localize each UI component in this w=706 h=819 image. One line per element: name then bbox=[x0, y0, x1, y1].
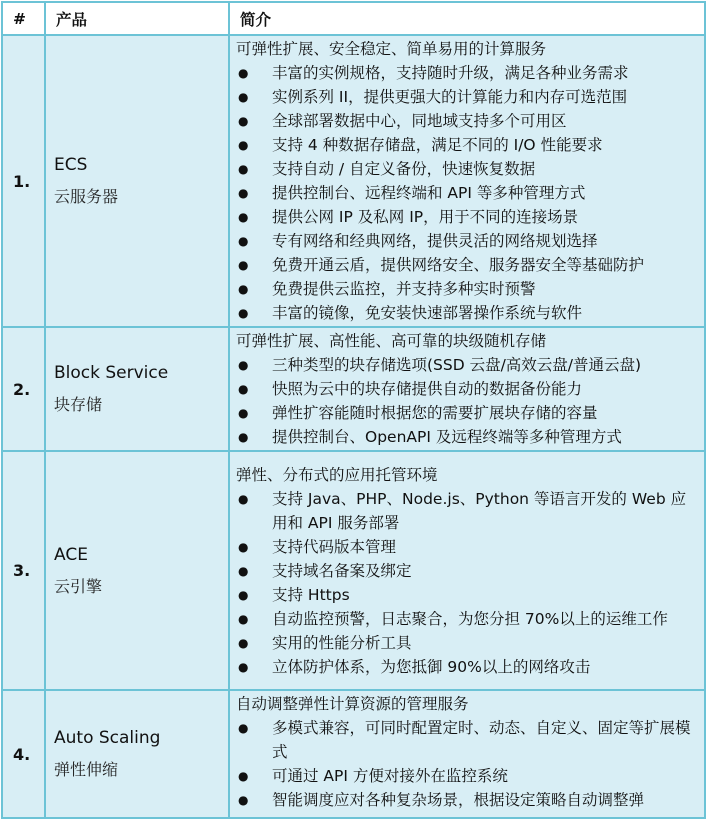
list-item: ● 提供公网 IP 及私网 IP，用于不同的连接场景 bbox=[236, 205, 698, 229]
list-item: ● 三种类型的块存储选项(SSD 云盘/高效云盘/普通云盘) bbox=[236, 353, 698, 377]
product-name-en: ACE bbox=[54, 544, 88, 565]
product-table bbox=[1, 1, 706, 819]
bullet-icon: ● bbox=[238, 430, 249, 444]
list-item: ● 实例系列 II，提供更强大的计算能力和内存可选范围 bbox=[236, 85, 698, 109]
list-item: ● 提供控制台、远程终端和 API 等多种管理方式 bbox=[236, 181, 698, 205]
list-item: ● 支持 Https bbox=[236, 583, 698, 607]
list-item: ● 免费开通云盾，提供网络安全、服务器安全等基础防护 bbox=[236, 253, 698, 277]
list-item: ● 免费提供云监控，并支持多种实时预警 bbox=[236, 277, 698, 301]
product-cell bbox=[45, 690, 229, 818]
bullet-icon: ● bbox=[238, 66, 249, 80]
list-item: ● 立体防护体系，为您抵御 90%以上的网络攻击 bbox=[236, 655, 698, 679]
list-item: ● 支持 4 种数据存储盘，满足不同的 I/O 性能要求 bbox=[236, 133, 698, 157]
bullet-icon: ● bbox=[238, 282, 249, 296]
bullet-icon: ● bbox=[238, 659, 249, 674]
feature-list bbox=[236, 353, 698, 449]
header-num: # bbox=[2, 2, 45, 35]
table-row bbox=[2, 35, 705, 327]
product-name-en: Auto Scaling bbox=[54, 728, 161, 748]
product-cell bbox=[45, 327, 229, 451]
list-item: ● 智能调度应对各种复杂场景，根据设定策略自动调整弹 bbox=[236, 788, 698, 812]
intro-cell bbox=[229, 35, 705, 327]
header-intro: 简介 bbox=[229, 2, 705, 35]
feature-list bbox=[236, 61, 698, 325]
row-number: 4. bbox=[2, 690, 45, 818]
intro-cell bbox=[229, 327, 705, 451]
intro-cell bbox=[229, 690, 705, 818]
feature-list bbox=[236, 487, 698, 679]
list-item: ● 弹性扩容能随时根据您的需要扩展块存储的容量 bbox=[236, 401, 698, 425]
bullet-icon: ● bbox=[238, 611, 249, 626]
row-number: 2. bbox=[2, 327, 45, 451]
intro-summary: 自动调整弹性计算资源的管理服务 bbox=[236, 695, 469, 713]
list-item: ● 支持 Java、PHP、Node.js、Python 等语言开发的 Web 应用和 API 服务部署 bbox=[236, 487, 698, 535]
product-cell bbox=[45, 35, 229, 327]
bullet-icon: ● bbox=[238, 114, 249, 128]
product-name-cn: 块存储 bbox=[54, 395, 103, 414]
product-name-cn: 弹性伸缩 bbox=[54, 760, 119, 779]
bullet-icon: ● bbox=[238, 162, 249, 176]
bullet-icon: ● bbox=[238, 138, 249, 152]
product-cell bbox=[45, 451, 229, 690]
list-item: ● 全球部署数据中心，同地域支持多个可用区 bbox=[236, 109, 698, 133]
intro-cell bbox=[229, 451, 705, 690]
bullet-icon: ● bbox=[238, 186, 249, 200]
bullet-icon: ● bbox=[238, 539, 249, 554]
table-row bbox=[2, 690, 705, 818]
bullet-icon: ● bbox=[238, 587, 249, 602]
bullet-icon: ● bbox=[238, 635, 249, 650]
bullet-icon: ● bbox=[238, 406, 249, 420]
product-name-en: Block Service bbox=[54, 363, 169, 383]
list-item: ● 自动监控预警，日志聚合，为您分担 70%以上的运维工作 bbox=[236, 607, 698, 631]
bullet-icon: ● bbox=[238, 769, 249, 783]
list-item: ● 支持代码版本管理 bbox=[236, 535, 698, 559]
bullet-icon: ● bbox=[238, 210, 249, 224]
list-item: ● 可通过 API 方便对接外在监控系统 bbox=[236, 764, 698, 788]
bullet-icon: ● bbox=[238, 563, 249, 578]
bullet-icon: ● bbox=[238, 491, 249, 506]
bullet-icon: ● bbox=[238, 234, 249, 248]
bullet-icon: ● bbox=[238, 306, 249, 320]
bullet-icon: ● bbox=[238, 721, 249, 735]
list-item: ● 快照为云中的块存储提供自动的数据备份能力 bbox=[236, 377, 698, 401]
bullet-icon: ● bbox=[238, 258, 249, 272]
bullet-icon: ● bbox=[238, 358, 249, 372]
list-item: ● 丰富的镜像，免安装快速部署操作系统与软件 bbox=[236, 301, 698, 325]
row-number: 1. bbox=[2, 35, 45, 327]
bullet-icon: ● bbox=[238, 382, 249, 396]
intro-summary: 弹性、分布式的应用托管环境 bbox=[236, 465, 438, 484]
intro-summary: 可弹性扩展、高性能、高可靠的块级随机存储 bbox=[236, 332, 547, 350]
product-name-cn: 云引擎 bbox=[54, 576, 103, 596]
list-item: ● 实用的性能分析工具 bbox=[236, 631, 698, 655]
bullet-icon: ● bbox=[238, 793, 249, 807]
table-row bbox=[2, 451, 705, 690]
bullet-icon: ● bbox=[238, 90, 249, 104]
intro-summary: 可弹性扩展、安全稳定、简单易用的计算服务 bbox=[236, 40, 547, 58]
header-product: 产品 bbox=[45, 2, 229, 35]
product-name-cn: 云服务器 bbox=[54, 187, 119, 206]
list-item: ● 支持域名备案及绑定 bbox=[236, 559, 698, 583]
list-item: ● 支持自动 / 自定义备份，快速恢复数据 bbox=[236, 157, 698, 181]
list-item: ● 专有网络和经典网络，提供灵活的网络规划选择 bbox=[236, 229, 698, 253]
list-item: ● 丰富的实例规格，支持随时升级，满足各种业务需求 bbox=[236, 61, 698, 85]
feature-list bbox=[236, 716, 698, 812]
list-item: ● 提供控制台、OpenAPI 及远程终端等多种管理方式 bbox=[236, 425, 698, 449]
product-name-en: ECS bbox=[54, 155, 88, 175]
row-number: 3. bbox=[2, 451, 45, 690]
header-row bbox=[2, 2, 705, 35]
list-item: ● 多模式兼容，可同时配置定时、动态、自定义、固定等扩展模式 bbox=[236, 716, 698, 764]
table-row bbox=[2, 327, 705, 451]
